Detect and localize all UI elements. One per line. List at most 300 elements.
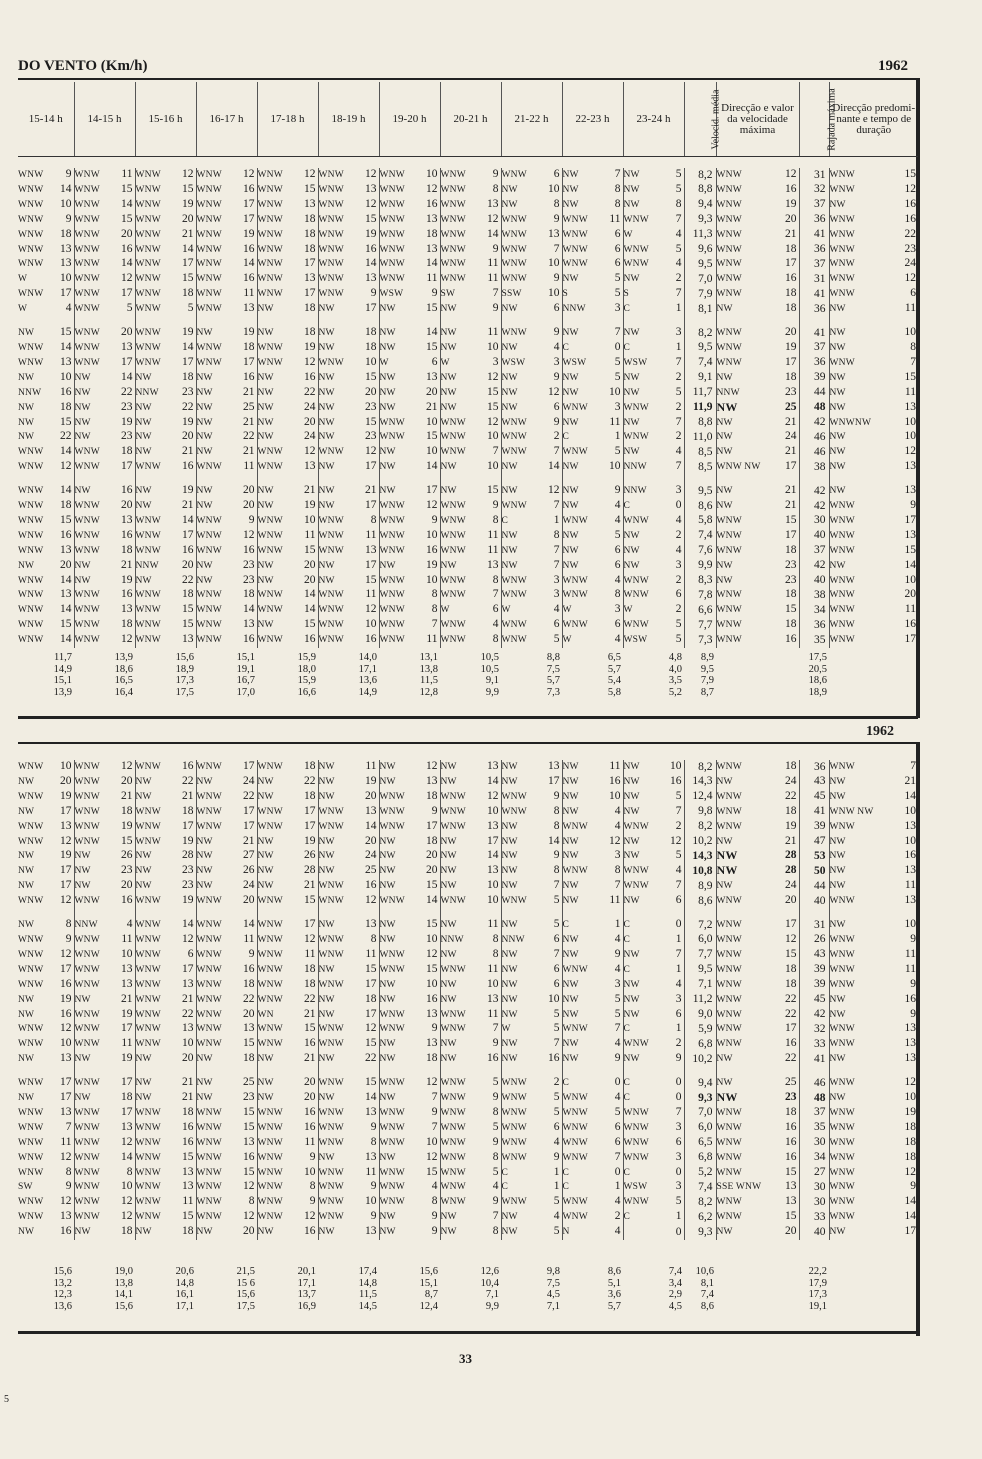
hour-cell — [196, 326, 257, 341]
wind-speed: 15 — [426, 918, 438, 931]
wind-speed: 8 — [309, 1180, 316, 1193]
wind-speed: 4 — [492, 618, 499, 631]
table-row — [18, 529, 918, 544]
hour-cell — [501, 1008, 562, 1023]
table-row — [18, 559, 918, 574]
wind-direction: WNW — [74, 1152, 100, 1163]
wind-direction: WNW — [501, 417, 527, 428]
wind-direction: WNW — [379, 545, 405, 556]
wind-direction: WNW — [135, 1152, 161, 1163]
wind-direction: NW — [562, 170, 579, 180]
hour-cell — [501, 849, 562, 864]
wind-direction: WNW — [623, 1122, 649, 1133]
wind-speed: 14 — [60, 484, 72, 497]
wind-speed: 2 — [675, 528, 682, 541]
max-speed-cell — [716, 603, 799, 618]
hour-cell — [196, 948, 257, 963]
mean-speed-cell: 7,4 — [684, 1180, 716, 1195]
wind-speed: 22 — [60, 430, 72, 443]
gust-cell: 42 — [799, 416, 829, 431]
hour-cell — [257, 879, 318, 894]
wind-speed: 10 — [426, 977, 438, 990]
wind-direction: NW — [18, 1009, 35, 1020]
wind-direction: NW — [440, 979, 457, 990]
wind-direction: WNW — [829, 1107, 855, 1118]
hour-cell — [318, 1106, 379, 1121]
wind-speed: 12 — [121, 1195, 133, 1208]
hour-cell — [74, 514, 135, 529]
wind-speed: 20 — [182, 558, 194, 571]
wind-speed: 18 — [426, 834, 438, 847]
summary-cell: 17,1 — [297, 1277, 316, 1289]
wind-speed: 18 — [785, 962, 797, 975]
hour-cell — [74, 1151, 135, 1166]
wind-speed: 22 — [304, 385, 316, 398]
hour-cell — [135, 484, 196, 499]
wind-direction: WNW — [135, 1137, 161, 1148]
hour-cell — [196, 1180, 257, 1195]
wind-direction: NW — [135, 1078, 152, 1089]
wind-speed: 12 — [426, 182, 438, 195]
wind-direction: NW — [501, 560, 518, 571]
mean-speed-cell: 10,2 — [684, 1052, 716, 1067]
wind-direction: WNW — [318, 1137, 344, 1148]
hour-cell — [623, 287, 684, 302]
hour-cell — [501, 559, 562, 574]
summary-cell: 13,2 — [53, 1277, 72, 1289]
hour-cell — [501, 1037, 562, 1052]
gust-cell: 47 — [799, 835, 829, 850]
summary-cell: 16,9 — [297, 1300, 316, 1312]
predominant-cell — [829, 775, 918, 790]
header-hour: 15-14 h — [18, 82, 74, 157]
hour-cell — [379, 963, 440, 978]
wind-speed: 18 — [121, 1225, 133, 1238]
wind-speed: 14 — [365, 1091, 377, 1104]
wind-speed: 17 — [182, 819, 194, 832]
hour-cell — [379, 544, 440, 559]
wind-direction: WNW — [716, 170, 742, 180]
wind-direction: NW — [716, 881, 733, 892]
hour-cell — [562, 978, 623, 993]
wind-direction: NW — [716, 560, 733, 571]
predominant-cell — [829, 574, 918, 589]
group-spacer — [18, 1067, 918, 1076]
wind-direction: NW — [18, 1054, 35, 1065]
hour-cell — [318, 1151, 379, 1166]
wind-direction: NW — [501, 762, 518, 772]
hour-cell — [501, 302, 562, 317]
wind-direction: WNW — [501, 170, 527, 180]
hour-cell — [196, 879, 257, 894]
predominant-cell — [829, 633, 918, 648]
wind-direction: NW — [623, 949, 640, 960]
wind-speed: 13 — [121, 513, 133, 526]
wind-speed: 12 — [121, 272, 133, 285]
wind-direction: WNW — [440, 214, 466, 225]
spacer-cell — [623, 909, 684, 918]
wind-speed: 4 — [675, 513, 682, 526]
hour-cell — [623, 401, 684, 416]
wind-direction: WNW — [196, 244, 222, 255]
max-speed-cell — [716, 416, 799, 431]
hour-cell — [18, 514, 74, 529]
spacer-cell — [623, 475, 684, 484]
hour-cell — [379, 948, 440, 963]
wind-speed: 18 — [304, 789, 316, 802]
wind-speed: 3 — [553, 573, 560, 586]
wind-direction: WNW — [318, 1078, 344, 1089]
wind-direction: WNW — [501, 1107, 527, 1118]
wind-direction: WNW — [501, 259, 527, 270]
wind-speed: 7 — [431, 618, 438, 631]
mean-speed-cell: 9,5 — [684, 484, 716, 499]
summary-cell: 13,6 — [53, 1300, 72, 1312]
wind-direction: NW — [18, 776, 35, 787]
wind-speed: 21 — [304, 1052, 316, 1065]
wind-direction: WNW — [716, 1137, 742, 1148]
hour-cell — [135, 272, 196, 287]
wind-speed: 16 — [243, 962, 255, 975]
summary-cell: 13,9 — [114, 652, 133, 663]
wind-direction: WNW — [196, 920, 222, 931]
wind-speed: 15 — [243, 1120, 255, 1133]
wind-direction: WNW — [257, 214, 283, 225]
wind-speed: 19 — [121, 1007, 133, 1020]
data-table-2 — [18, 760, 918, 1240]
wind-speed: 12 — [121, 760, 133, 772]
wind-speed: 2 — [553, 430, 560, 443]
wind-direction: WNW — [135, 762, 161, 772]
wind-speed: 8 — [614, 197, 621, 210]
hour-cell — [18, 445, 74, 460]
wind-speed: 13 — [904, 460, 916, 473]
wind-direction: NW — [562, 896, 579, 907]
wind-direction: WNW — [196, 184, 222, 195]
wind-speed: 20 — [243, 484, 255, 497]
wind-speed: 12 — [365, 1022, 377, 1035]
wind-direction: NW — [562, 791, 579, 802]
wind-speed: 16 — [243, 370, 255, 383]
wind-speed: 13 — [904, 819, 916, 832]
hour-cell — [440, 760, 501, 775]
wind-speed: 7 — [614, 879, 621, 892]
hour-cell — [18, 198, 74, 213]
gust-cell: 42 — [799, 484, 829, 499]
wind-speed: 8 — [492, 182, 499, 195]
wind-speed: 7 — [675, 355, 682, 368]
wind-direction: WNW — [196, 1122, 222, 1133]
wind-direction: WNW — [196, 590, 222, 601]
wind-direction: NW — [716, 1054, 733, 1065]
wind-speed: 4 — [431, 1180, 438, 1193]
wind-speed: 18 — [304, 962, 316, 975]
wind-speed: 18 — [60, 499, 72, 512]
wind-speed: 15 — [426, 1165, 438, 1178]
wind-speed: 9 — [553, 272, 560, 285]
wind-direction: NW — [501, 530, 518, 541]
wind-direction: NW — [257, 304, 274, 315]
hour-cell — [379, 1076, 440, 1091]
hour-cell — [562, 460, 623, 475]
hour-cell — [318, 1022, 379, 1037]
hour-cell — [501, 1121, 562, 1136]
wind-direction: NW — [257, 560, 274, 571]
wind-direction: NW — [379, 387, 396, 398]
wind-direction: NW — [318, 560, 335, 571]
wind-direction: WNW — [318, 949, 344, 960]
wind-speed: 21 — [785, 415, 797, 428]
summary-cell — [829, 1301, 918, 1313]
hour-cell — [562, 603, 623, 618]
wind-speed: 12 — [243, 1180, 255, 1193]
wind-speed: 16 — [785, 272, 797, 285]
wind-speed: 16 — [785, 1037, 797, 1050]
wind-speed: 14 — [121, 257, 133, 270]
wind-speed: 20 — [426, 849, 438, 862]
wind-direction: WNW — [440, 199, 466, 210]
wind-direction: WNW — [135, 821, 161, 832]
wind-speed: 11 — [365, 528, 377, 541]
wind-direction: WNW — [135, 184, 161, 195]
summary-cell: 17,5 — [236, 1300, 255, 1312]
hour-cell — [135, 993, 196, 1008]
predominant-cell — [829, 460, 918, 475]
wind-direction: WNW — [318, 199, 344, 210]
wind-speed: 2 — [614, 1210, 621, 1223]
gust-cell: 48 — [799, 1091, 829, 1106]
wind-direction: NW — [829, 304, 846, 315]
wind-speed: 9 — [492, 1195, 499, 1208]
wind-direction: WNW — [318, 1122, 344, 1133]
wind-speed: 12 — [60, 460, 72, 473]
wind-direction: WNW — [18, 289, 44, 300]
wind-direction: WNW — [379, 199, 405, 210]
wind-direction: WNW — [716, 199, 742, 210]
wind-speed: 17 — [365, 977, 377, 990]
wind-direction: WNW — [318, 1024, 344, 1035]
wind-speed: 9 — [65, 168, 72, 180]
wind-direction: NW — [257, 836, 274, 847]
wind-speed: 9 — [370, 1180, 377, 1193]
wind-speed: 5 — [553, 894, 560, 907]
summary-cell: 16,5 — [114, 675, 133, 686]
wind-direction: NW — [379, 851, 396, 862]
wind-direction: WNW — [196, 1009, 222, 1020]
wind-speed: 6 — [675, 1007, 682, 1020]
wind-speed: 4 — [614, 804, 621, 817]
wind-speed: 1 — [614, 918, 621, 931]
hour-cell — [257, 618, 318, 633]
wind-direction: NW — [829, 866, 846, 877]
wind-direction: WNW — [196, 964, 222, 975]
wind-speed: 16 — [243, 182, 255, 195]
hour-cell — [318, 213, 379, 228]
wind-speed: 13 — [121, 1120, 133, 1133]
wind-direction: WNW — [318, 605, 344, 616]
hour-cell — [135, 879, 196, 894]
wind-direction: NW — [379, 866, 396, 877]
spacer-cell — [623, 1067, 684, 1076]
table-row — [18, 790, 918, 805]
hour-cell — [379, 1008, 440, 1023]
wind-direction: NNW — [716, 387, 740, 398]
wind-speed: 20 — [182, 212, 194, 225]
max-speed-cell — [716, 326, 799, 341]
summary-cell: 16,1 — [175, 1289, 194, 1300]
hour-cell — [18, 894, 74, 909]
wind-direction: WNW — [829, 274, 855, 285]
summary-cell: 14,5 — [358, 1300, 377, 1312]
wind-speed: 22 — [182, 400, 194, 413]
wind-direction: NW — [135, 851, 152, 862]
wind-speed: 14 — [365, 257, 377, 270]
hour-cell — [440, 978, 501, 993]
wind-direction: NW — [257, 1078, 274, 1089]
wind-speed: 10 — [904, 573, 916, 586]
wind-direction: NW — [196, 776, 213, 787]
wind-speed: 9 — [492, 242, 499, 255]
wind-speed: 14 — [121, 1150, 133, 1163]
wind-speed: 8 — [910, 340, 916, 353]
wind-direction: WNW — [318, 515, 344, 526]
wind-speed: 16 — [121, 484, 133, 497]
wind-direction: NW — [716, 432, 733, 443]
hour-cell — [135, 918, 196, 933]
summary-cell: 15,1 — [53, 675, 72, 686]
hour-cell — [379, 228, 440, 243]
wind-speed: 13 — [426, 370, 438, 383]
predominant-cell — [829, 559, 918, 574]
wind-speed: 9 — [492, 1135, 499, 1148]
hour-cell — [196, 978, 257, 993]
header-hour: 18-19 h — [318, 82, 379, 157]
wind-speed: 17 — [304, 257, 316, 270]
spacer-cell — [684, 909, 716, 918]
summary-cell: 17,0 — [236, 686, 255, 698]
wind-speed: 17 — [365, 499, 377, 512]
wind-direction: C — [501, 1182, 509, 1193]
wind-direction: WNW — [257, 184, 283, 195]
hour-cell — [18, 529, 74, 544]
hour-cell — [257, 1166, 318, 1181]
hour-cell — [18, 993, 74, 1008]
wind-direction: WNW — [716, 605, 742, 616]
wind-speed: 16 — [60, 977, 72, 990]
wind-speed: 17 — [60, 1091, 72, 1104]
hour-cell — [501, 257, 562, 272]
wind-direction: WNW — [196, 1167, 222, 1178]
wind-direction: WNW — [257, 289, 283, 300]
wind-direction: W — [562, 605, 572, 616]
hour-cell — [257, 544, 318, 559]
wind-direction: NW — [257, 417, 274, 428]
spacer-cell — [440, 1067, 501, 1076]
hour-cell — [257, 963, 318, 978]
table-row — [18, 603, 918, 618]
mean-speed-cell: 11,3 — [684, 228, 716, 243]
wind-speed: 10 — [304, 1165, 316, 1178]
hour-cell — [135, 820, 196, 835]
wind-speed: 12 — [304, 932, 316, 945]
wind-speed: 13 — [904, 400, 916, 413]
summary-row — [18, 687, 918, 699]
mean-speed-cell: 11,2 — [684, 993, 716, 1008]
wind-direction: WNW — [196, 530, 222, 541]
wind-speed: 14 — [304, 603, 316, 616]
wind-speed: 9 — [614, 484, 621, 497]
hour-cell — [135, 287, 196, 302]
gust-cell: 31 — [799, 168, 829, 183]
hour-cell — [562, 272, 623, 287]
wind-direction: NW — [379, 881, 396, 892]
wind-direction: WNW — [318, 357, 344, 368]
wind-direction: WNW — [501, 635, 527, 646]
wind-direction: WNW — [257, 1024, 283, 1035]
wind-speed: 17 — [304, 819, 316, 832]
wind-speed: 10 — [487, 340, 499, 353]
wind-direction: NW — [257, 432, 274, 443]
wind-direction: NW — [379, 1212, 396, 1223]
wind-speed: 2 — [675, 430, 682, 443]
gust-cell: 40 — [799, 574, 829, 589]
spacer-cell — [716, 317, 799, 326]
wind-speed: 21 — [785, 499, 797, 512]
hour-cell — [257, 1225, 318, 1240]
wind-speed: 21 — [785, 484, 797, 497]
summary-cell: 20,5 — [808, 663, 827, 675]
wind-speed: 12 — [487, 415, 499, 428]
predominant-cell — [829, 603, 918, 618]
wind-speed: 10 — [487, 460, 499, 473]
wind-speed: 5 — [675, 849, 682, 862]
wind-speed: 12 — [904, 272, 916, 285]
wind-speed: 12 — [904, 1165, 916, 1178]
wind-speed: 13 — [426, 1037, 438, 1050]
hour-cell — [623, 633, 684, 648]
wind-speed: 9 — [910, 932, 916, 945]
wind-speed: 9 — [65, 1180, 72, 1193]
summary-cell: 15,6 — [175, 652, 194, 663]
wind-direction: NW — [74, 1054, 91, 1065]
hour-cell — [501, 544, 562, 559]
hour-cell — [440, 228, 501, 243]
wind-speed: 14 — [487, 774, 499, 787]
hour-cell — [74, 445, 135, 460]
wind-speed: 12 — [670, 834, 682, 847]
wind-speed: 19 — [121, 819, 133, 832]
gust-cell: 39 — [799, 371, 829, 386]
summary-cell: 17,3 — [808, 1289, 827, 1300]
wind-speed: 17 — [121, 460, 133, 473]
wind-speed: 10 — [365, 618, 377, 631]
wind-speed: 22 — [121, 385, 133, 398]
hour-cell — [562, 544, 623, 559]
wind-direction: WNW — [318, 214, 344, 225]
hour-cell — [440, 386, 501, 401]
hour-cell — [257, 243, 318, 258]
hour-cell — [74, 918, 135, 933]
hour-cell — [135, 948, 196, 963]
wind-speed: 15 — [904, 543, 916, 556]
wind-direction: WNW — [196, 934, 222, 945]
hour-cell — [318, 287, 379, 302]
wind-direction: WNW — [74, 635, 100, 646]
hour-cell — [74, 849, 135, 864]
predominant-cell — [829, 544, 918, 559]
gust-cell: 41 — [799, 805, 829, 820]
wind-direction: WNW — [829, 501, 855, 512]
